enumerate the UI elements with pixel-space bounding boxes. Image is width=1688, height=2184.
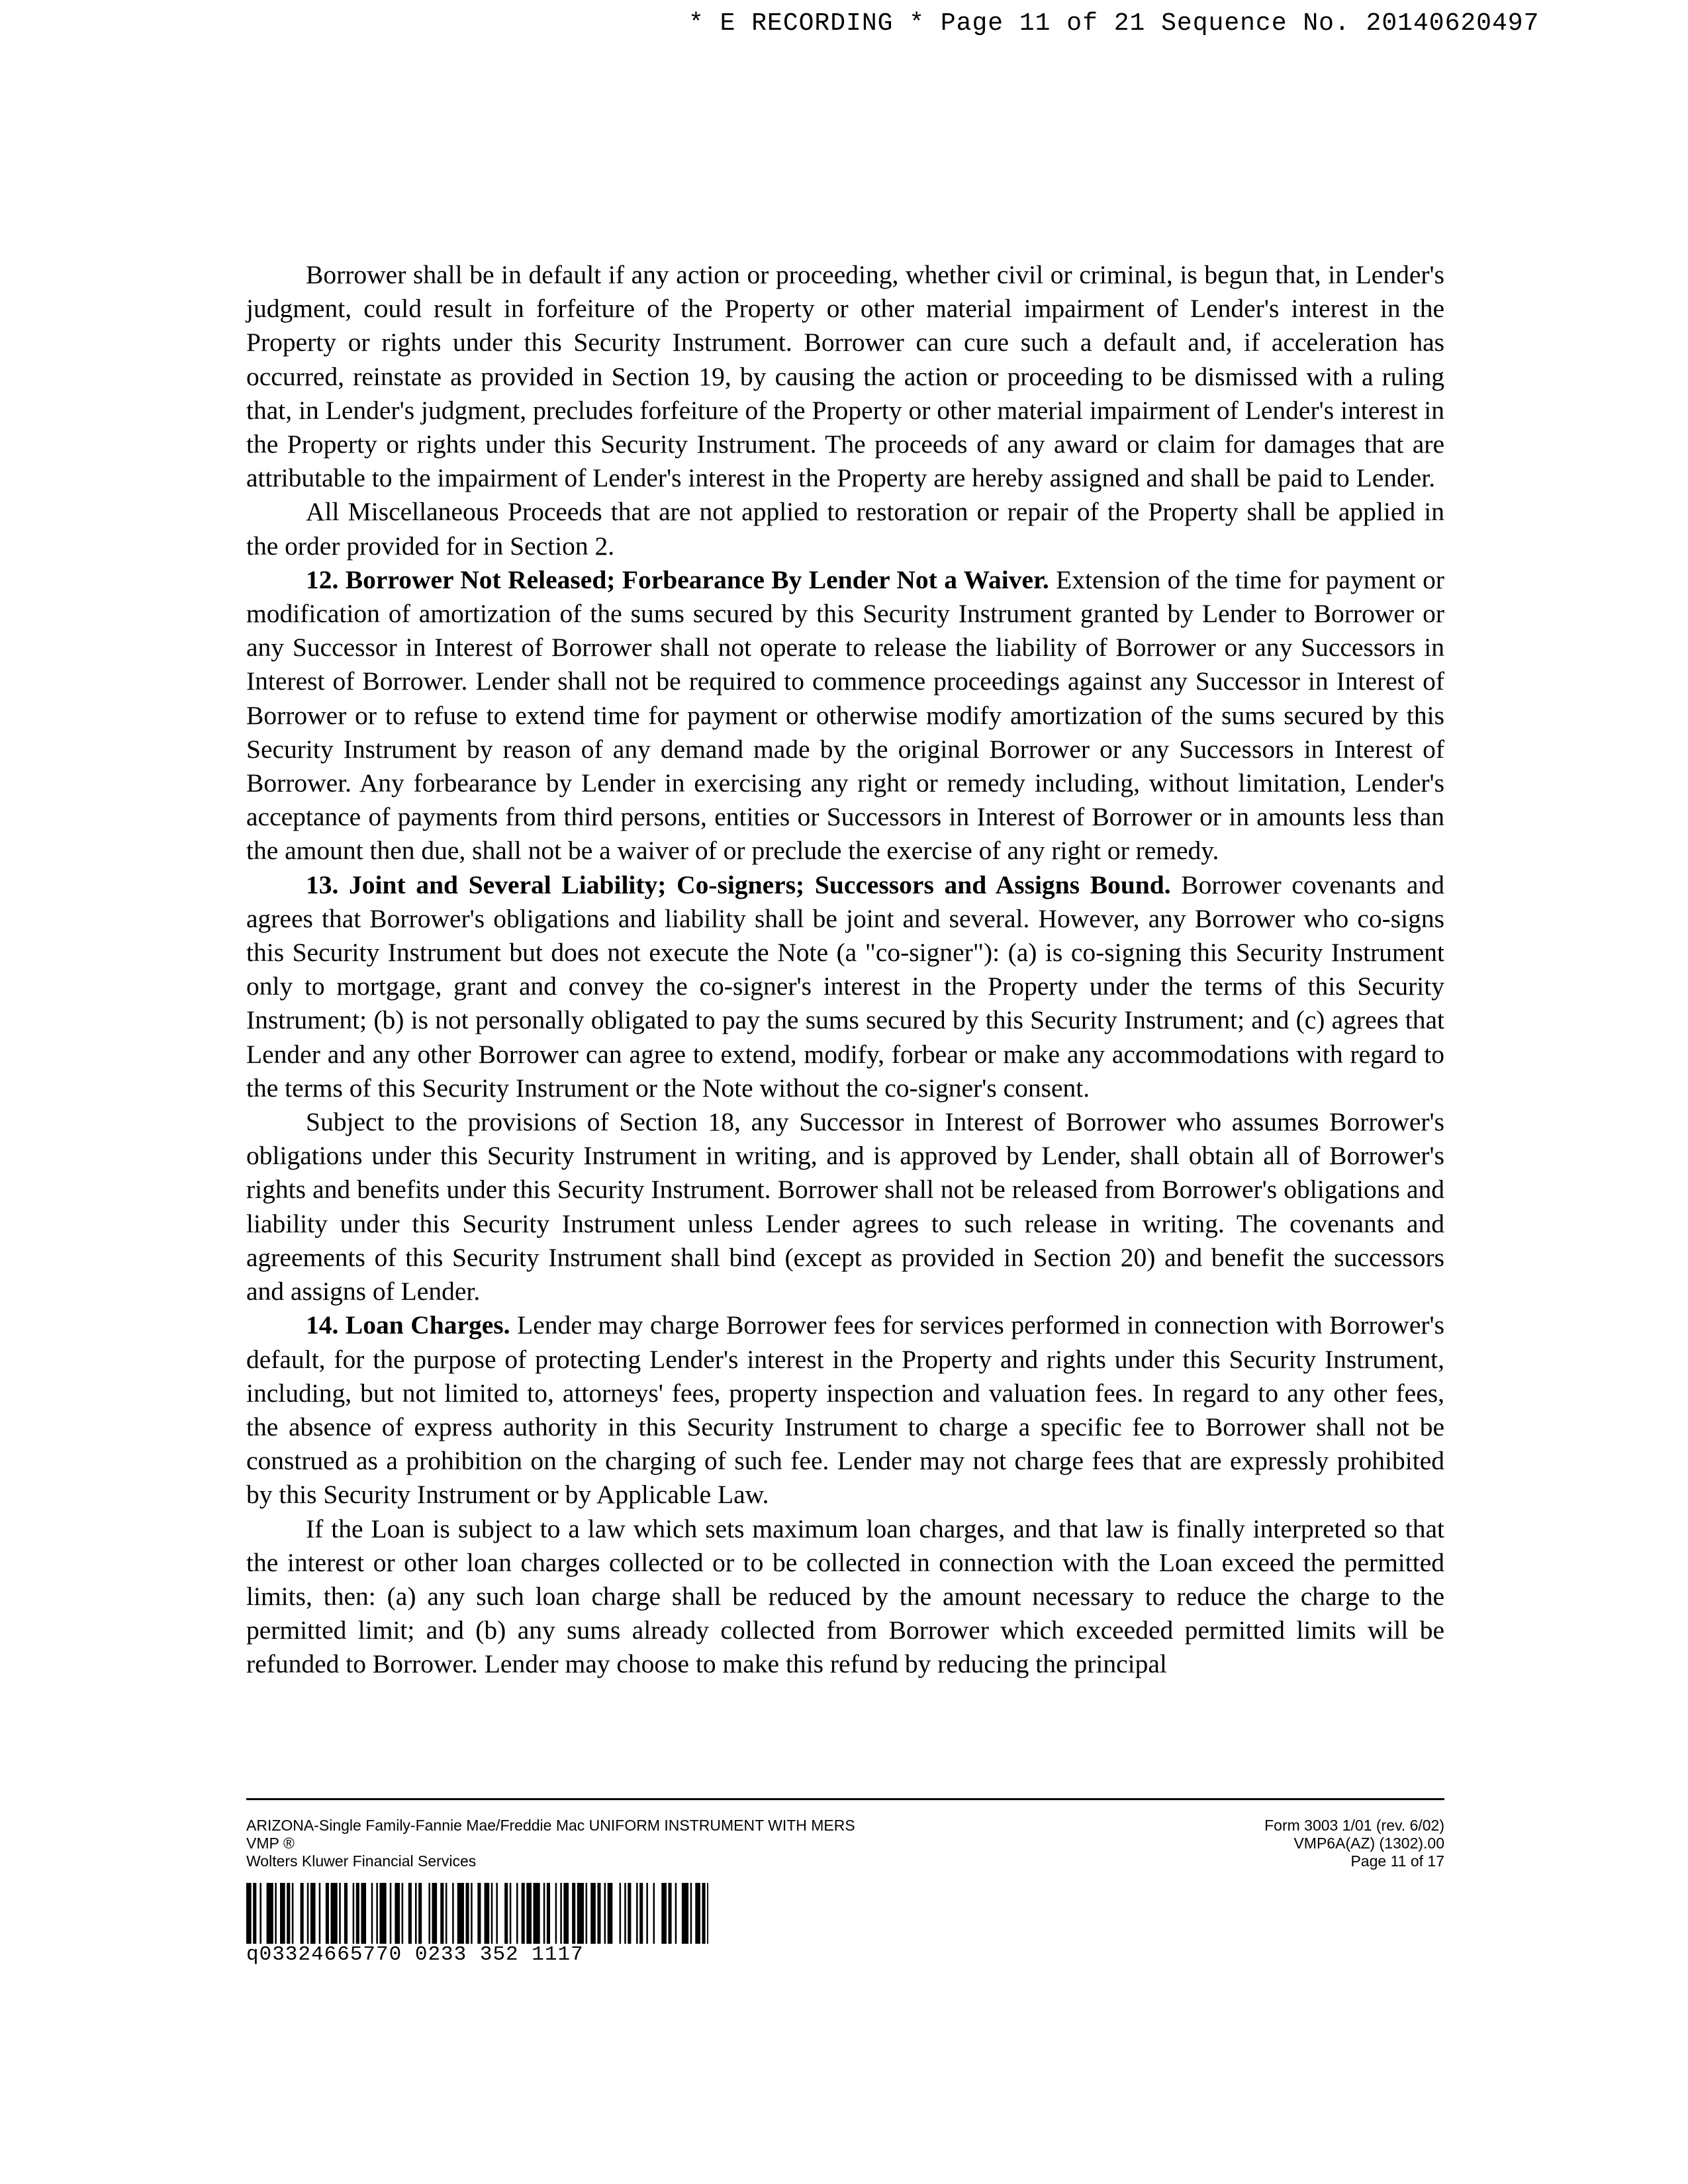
barcode-bar — [275, 1883, 277, 1944]
barcode-bar — [457, 1883, 464, 1944]
barcode-bar — [331, 1883, 338, 1944]
barcode-bar — [280, 1883, 285, 1944]
barcode-bar — [319, 1883, 321, 1944]
paragraph-miscellaneous-proceeds: All Miscellaneous Proceeds that are not applied to restoration or repair of the Property shall be applied in the order provided for in Section 2. — [246, 497, 1444, 561]
barcode-bar — [379, 1883, 386, 1944]
barcode-bar — [471, 1883, 473, 1944]
footer-form-number — [1086, 1817, 1444, 1870]
barcode-bar — [675, 1883, 677, 1944]
footer-page-number: Page 11 of 17 — [1350, 1852, 1444, 1870]
barcode-bar — [661, 1883, 667, 1944]
barcode-bar — [695, 1883, 700, 1944]
barcode-bar — [608, 1883, 613, 1944]
barcode-bar — [516, 1883, 518, 1944]
barcode-bar — [402, 1883, 404, 1944]
barcode-bar — [301, 1883, 304, 1944]
section-14-heading: 14. Loan Charges. — [306, 1310, 510, 1340]
barcode-bar — [390, 1883, 392, 1944]
footer-form-info — [246, 1817, 974, 1870]
barcode-bar — [636, 1883, 638, 1944]
barcode-bar — [491, 1883, 493, 1944]
barcode — [246, 1883, 708, 1944]
barcode-bar — [259, 1883, 261, 1944]
barcode-bar — [310, 1883, 316, 1944]
section-14-text: Lender may charge Borrower fees for services performed in connection with Borrower's default, for the purpose of protecting Lender's interest in the Property and rights under this Security Instrument, including, but not limited to, attorneys' fees, property inspection and valuation fees. In regard to any other fees, the absence of express authority in this Security Instrument to charge a specific fee to Borrower shall not be construed as a prohibition on the charging of such fee. Lender may not charge fees that are expressly prohibited by this Security Instrument or by Applicable Law. — [246, 1310, 1445, 1510]
section-14 — [246, 1308, 1444, 1512]
barcode-bar — [326, 1883, 329, 1944]
section-12-text: Extension of the time for payment or modification of amortization of the sums secured by this Security Instrument granted by Lender to Borrower or any Successor in Interest of Borrower shall not operate to release the liability of Borrower or any Successors in Interest of Borrower. Lender shall not be required to commence proceedings against any Successor in Interest of Borrower or to refuse to extend time for payment or otherwise modify amortization of the sums secured by this Security Instrument by reason of any demand made by the original Borrower or any Successors in Interest of Borrower. Any forbearance by Lender in exercising any right or remedy including, without limitation, Lender's acceptance of payments from third persons, entities or Successors in Interest of Borrower or in amounts less than the amount then due, shall not be a waiver of or preclude the exercise of any right or remedy. — [246, 565, 1444, 866]
barcode-bar — [707, 1883, 708, 1944]
barcode-bar — [504, 1883, 508, 1944]
barcode-bar — [682, 1883, 688, 1944]
barcode-bar — [267, 1883, 273, 1944]
barcode-bar — [560, 1883, 562, 1944]
section-13-heading: 13. Joint and Several Liability; Co-signers; Successors and Assigns Bound. — [306, 870, 1171, 899]
paragraph-default-proceedings: Borrower shall be in default if any action or proceeding, whether civil or criminal, is begun that, in Lender's judgment, could result in forfeiture of the Property or other material impairment of Lender's interest in the Property or rights under this Security Instrument. Borrower can cure such a default and, if acceleration has occurred, reinstate as provided in Section 19, by causing the action or proceeding to be dismissed with a ruling that, in Lender's judgment, precludes forfeiture of the Property or other material impairment of Lender's interest in the Property or rights under this Security Instrument. The proceeds of any award or claim for damages that are attributable to the impairment of Lender's interest in the Property are hereby assigned and shall be paid to Lender. — [246, 260, 1444, 493]
barcode-bar — [604, 1883, 606, 1944]
paragraph-maximum-loan-charges: If the Loan is subject to a law which sets maximum loan charges, and that law is finally interpreted so that the interest or other loan charges collected or to be collected in connection with the Loan exceed the permitted limits, then: (a) any such loan charge shall be reduced by the amount necessary to reduce the charge to the permitted limit; and (b) any sums already collected from Borrower which exceeded permitted limits will be refunded to Borrower. Lender may choose to make this refund by reducing the principal — [246, 1514, 1444, 1679]
barcode-bar — [246, 1883, 252, 1944]
barcode-bar — [415, 1883, 417, 1944]
barcode-bar — [356, 1883, 359, 1944]
barcode-bar — [418, 1883, 422, 1944]
footer-form-code: Form 3003 1/01 (rev. 6/02) — [1264, 1817, 1444, 1834]
barcode-bar — [646, 1883, 648, 1944]
barcode-bar — [547, 1883, 550, 1944]
section-13 — [246, 868, 1444, 1105]
footer-vmp-code: VMP6A(AZ) (1302).00 — [1293, 1835, 1444, 1852]
footer-vmp: VMP ® — [246, 1835, 295, 1852]
barcode-bar — [408, 1883, 412, 1944]
barcode-bar — [577, 1883, 584, 1944]
barcode-bar — [307, 1883, 309, 1944]
recording-header: * E RECORDING * Page 11 of 21 Sequence No. 20140620497 — [688, 9, 1540, 38]
section-13-text: Borrower covenants and agrees that Borrower's obligations and liability shall be joint and several. However, any Borrower who co-signs this Security Instrument but does not execute the Note (a "co-signer"): (a) is co-signing this Security Instrument only to mortgage, grant and convey the co-signer's interest in the Property under the terms of this Security Instrument; (b) is not personally obligated to pay the sums secured by this Security Instrument; and (c) agrees that Lender and any other Borrower can agree to extend, modify, forbear or make any accommodations with regard to the terms of this Security Instrument or the Note without the co-signer's consent. — [246, 870, 1444, 1103]
barcode-bar — [620, 1883, 622, 1944]
barcode-bar — [555, 1883, 557, 1944]
barcode-bar — [361, 1883, 366, 1944]
barcode-bar — [440, 1883, 444, 1944]
barcode-bar — [526, 1883, 532, 1944]
barcode-bar — [624, 1883, 626, 1944]
document-body — [246, 258, 1444, 1682]
barcode-bar — [452, 1883, 454, 1944]
barcode-bar — [534, 1883, 540, 1944]
barcode-bar — [653, 1883, 655, 1944]
barcode-bar — [466, 1883, 469, 1944]
barcode-bar — [428, 1883, 430, 1944]
barcode-bar — [543, 1883, 545, 1944]
footer-publisher: Wolters Kluwer Financial Services — [246, 1852, 477, 1870]
barcode-bar — [376, 1883, 378, 1944]
section-12-heading: 12. Borrower Not Released; Forbearance By Lender Not a Waiver. — [306, 565, 1049, 594]
barcode-bar — [590, 1883, 596, 1944]
barcode-bar — [522, 1883, 525, 1944]
barcode-bar — [669, 1883, 672, 1944]
footer-form-title: ARIZONA-Single Family-Fannie Mae/Freddie Mac UNIFORM INSTRUMENT WITH MERS — [246, 1817, 855, 1834]
barcode-number: q03324665770 0233 352 1117 — [246, 1943, 584, 1966]
barcode-bar — [344, 1883, 348, 1944]
barcode-bar — [477, 1883, 481, 1944]
barcode-bar — [432, 1883, 438, 1944]
barcode-bar — [628, 1883, 631, 1944]
section-12 — [246, 563, 1444, 868]
barcode-bar — [445, 1883, 447, 1944]
barcode-bar — [287, 1883, 290, 1944]
barcode-bar — [690, 1883, 692, 1944]
barcode-bar — [253, 1883, 256, 1944]
footer-divider — [246, 1798, 1444, 1800]
barcode-bar — [371, 1883, 373, 1944]
barcode-bar — [485, 1883, 490, 1944]
barcode-bar — [395, 1883, 400, 1944]
barcode-bar — [597, 1883, 600, 1944]
barcode-bar — [639, 1883, 643, 1944]
barcode-bar — [292, 1883, 294, 1944]
barcode-bar — [353, 1883, 355, 1944]
barcode-bar — [339, 1883, 341, 1944]
barcode-bar — [572, 1883, 575, 1944]
barcode-bar — [496, 1883, 498, 1944]
barcode-bar — [563, 1883, 569, 1944]
paragraph-successor-in-interest: Subject to the provisions of Section 18, any Successor in Interest of Borrower who assumes Borrower's obligations under this Security Instrument in writing, and is approved by Lender, shall obtain all of Borrower's rights and benefits under this Security Instrument. Borrower shall not be released from Borrower's obligations and liability under this Security Instrument unless Lender agrees to such release in writing. The covenants and agreements of this Security Instrument shall bind (except as provided in Section 20) and benefit the successors and assigns of Lender. — [246, 1107, 1444, 1306]
barcode-bar — [586, 1883, 588, 1944]
barcode-bar — [702, 1883, 706, 1944]
barcode-bar — [510, 1883, 512, 1944]
